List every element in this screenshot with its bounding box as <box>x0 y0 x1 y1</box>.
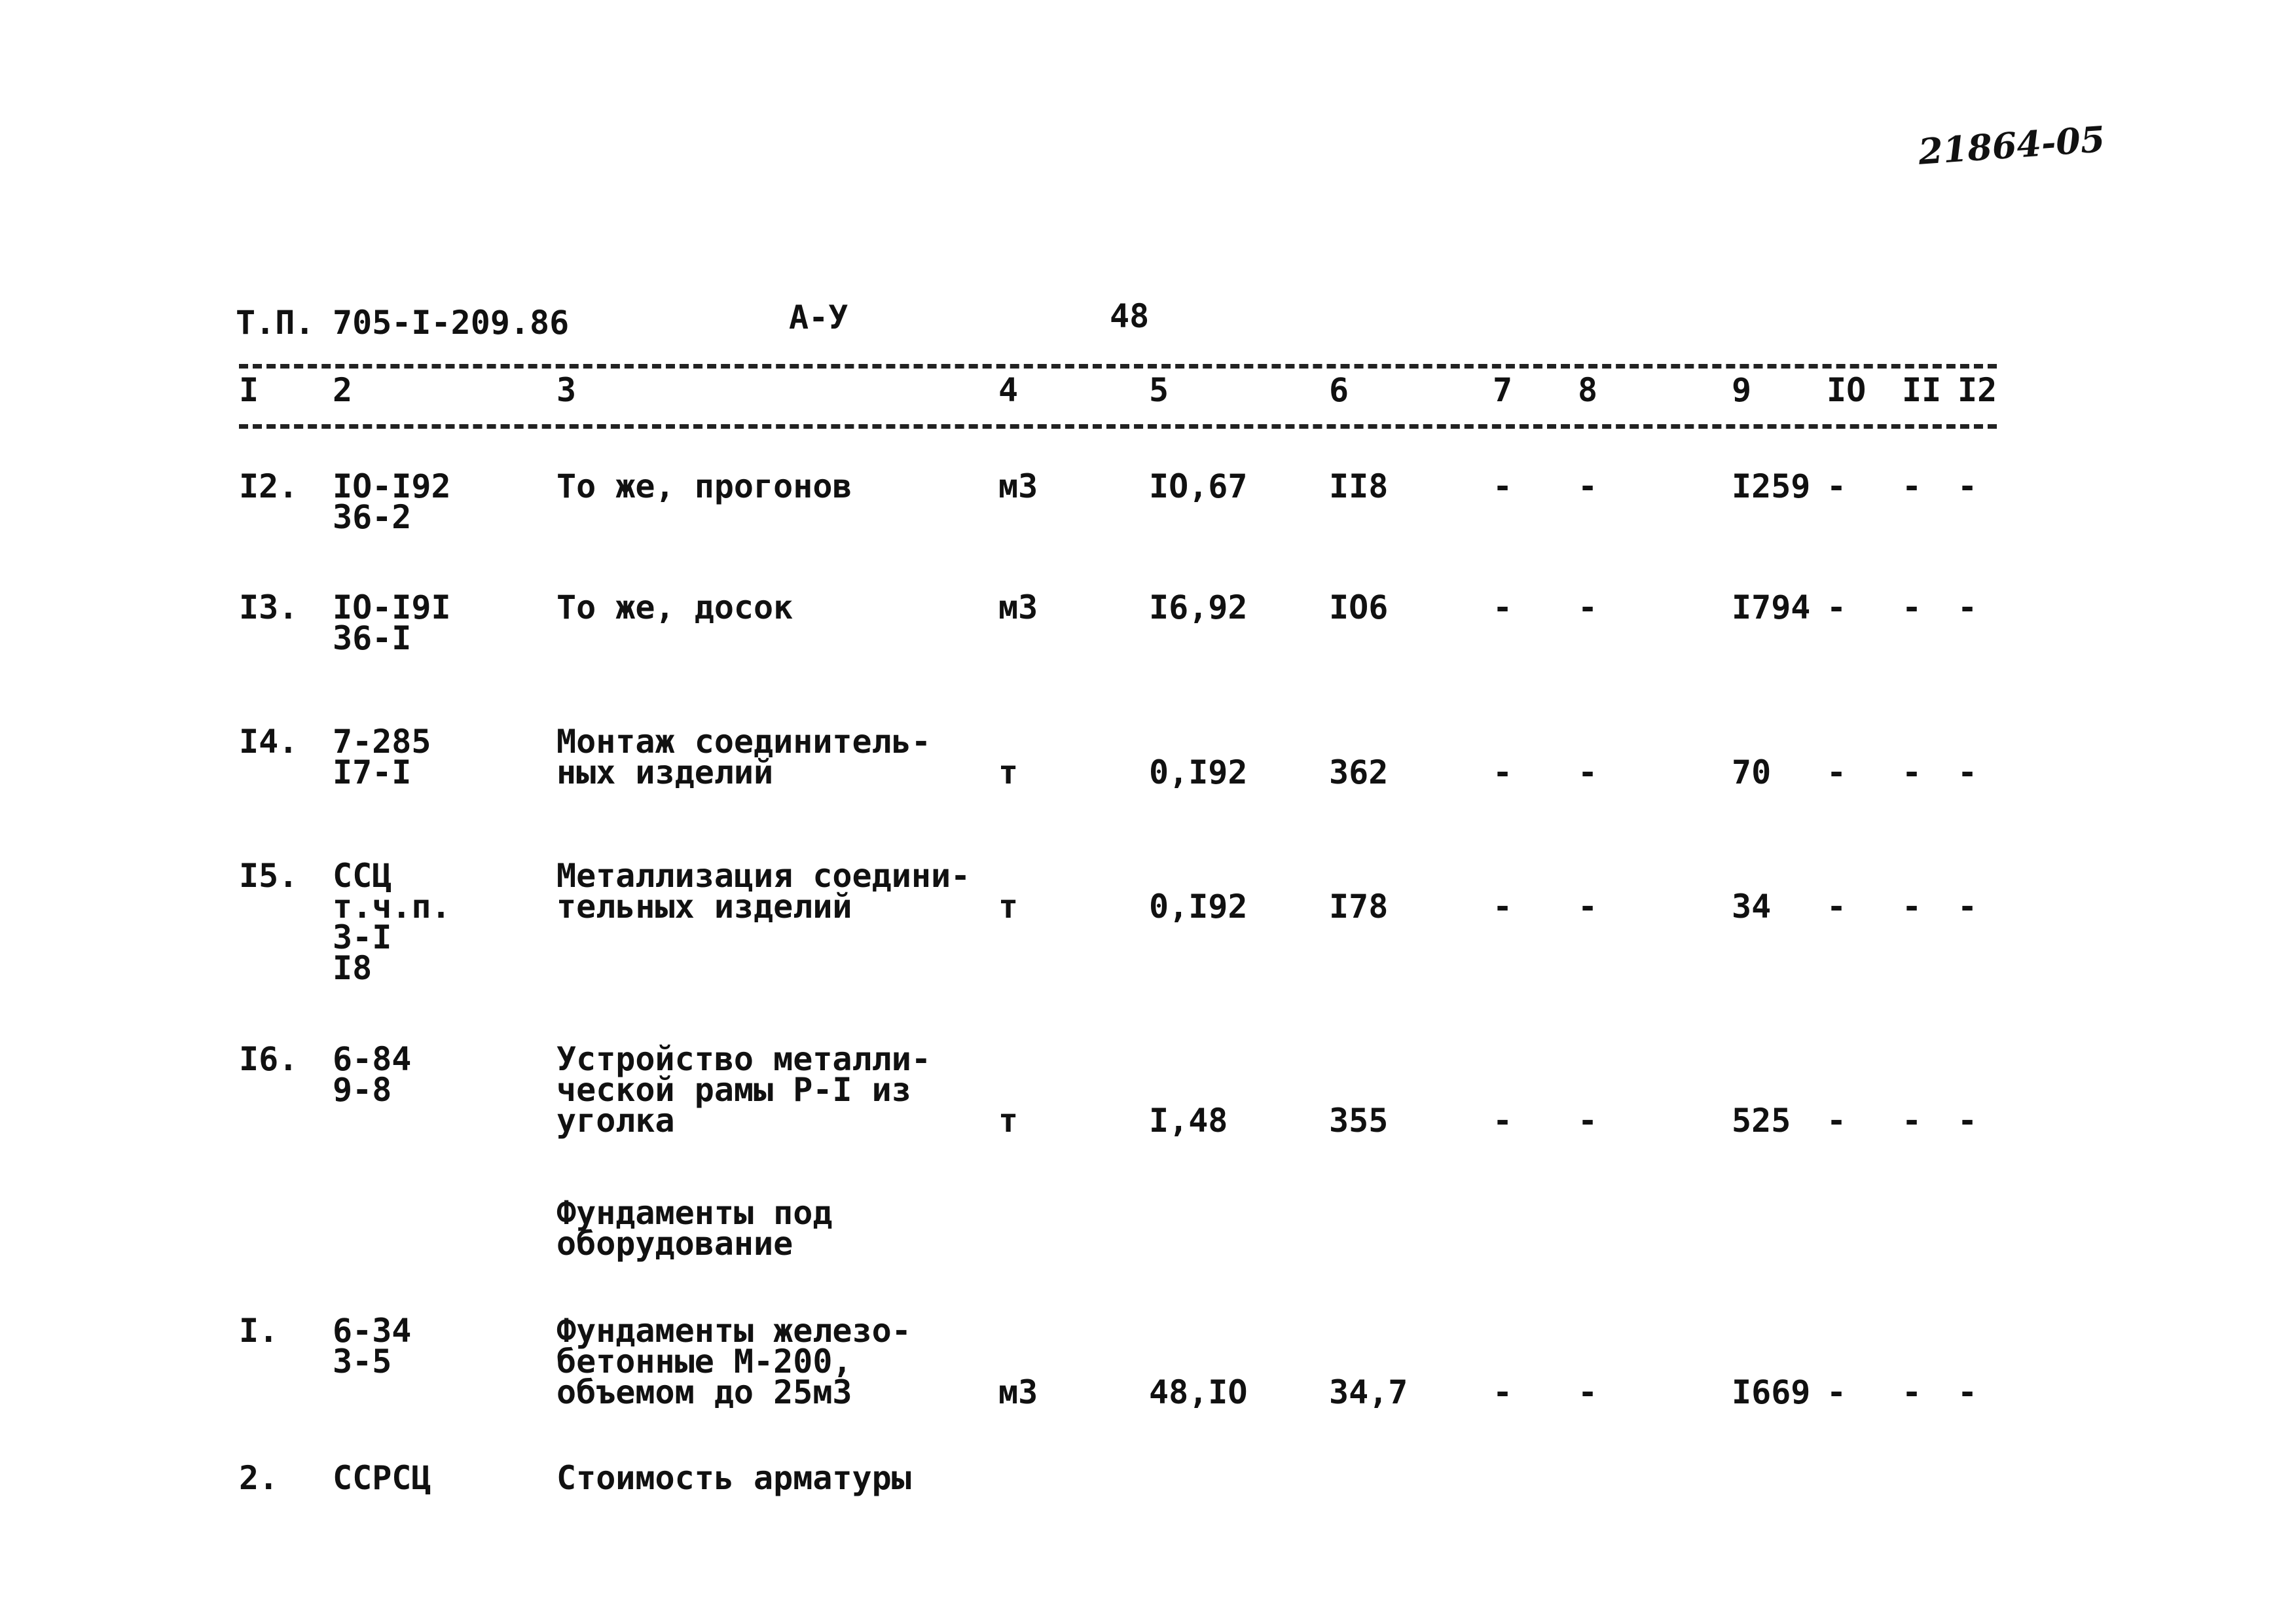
cell-col-9: 34 <box>1732 888 1772 926</box>
column-header-12: I2 <box>1958 371 1997 409</box>
cell-col-10: - <box>1827 1373 1847 1411</box>
cell-col-10: - <box>1827 588 1847 626</box>
work-description: уголка <box>556 1102 675 1140</box>
norm-code: 9-8 <box>333 1071 392 1109</box>
column-header-1: I <box>239 371 259 409</box>
cell-col-11: - <box>1902 467 1922 505</box>
column-header-5: 5 <box>1149 371 1169 409</box>
cell-col-8: - <box>1578 888 1598 926</box>
row-number: I4. <box>239 723 299 761</box>
norm-code: 7-285 <box>333 723 431 761</box>
cell-col-9: I259 <box>1732 467 1811 505</box>
cell-col-5: 0,I92 <box>1149 888 1248 926</box>
doc-number: 705-I-209.86 <box>333 304 570 342</box>
doc-section: А-У <box>789 298 848 336</box>
cell-col-4: т <box>998 753 1019 791</box>
row-number: I3. <box>239 588 299 626</box>
row-number: I5. <box>239 857 299 895</box>
cell-col-9: 70 <box>1732 753 1772 791</box>
column-header-4: 4 <box>998 371 1019 409</box>
cell-col-6: IO6 <box>1329 588 1389 626</box>
norm-code: 3-I <box>333 918 392 956</box>
cell-col-4: т <box>998 1102 1019 1140</box>
column-header-2: 2 <box>333 371 353 409</box>
work-description: Устройство металли- <box>556 1040 931 1078</box>
cell-col-9: 525 <box>1732 1102 1791 1140</box>
work-description: Монтаж соединитель- <box>556 723 931 761</box>
row-number: I. <box>239 1312 279 1350</box>
cell-col-8: - <box>1578 753 1598 791</box>
norm-code: I8 <box>333 949 373 987</box>
cell-col-8: - <box>1578 1373 1598 1411</box>
cell-col-6: 34,7 <box>1329 1373 1408 1411</box>
cell-col-5: I6,92 <box>1149 588 1248 626</box>
norm-code: I7-I <box>333 753 412 791</box>
work-description: бетонные М-200, <box>556 1343 852 1380</box>
cell-col-12: - <box>1958 1373 1978 1411</box>
work-description: Стоимость арматуры <box>556 1459 911 1497</box>
work-description: Фундаменты под <box>556 1194 833 1232</box>
norm-code: IO-I9I <box>333 588 451 626</box>
norm-code: ССЦ <box>333 857 392 895</box>
work-description: объемом до 25м3 <box>556 1373 852 1411</box>
cell-col-10: - <box>1827 888 1847 926</box>
cell-col-4: т <box>998 888 1019 926</box>
work-description: Фундаменты железо- <box>556 1312 911 1350</box>
cell-col-11: - <box>1902 888 1922 926</box>
doc-type: Т.П. <box>236 304 315 342</box>
norm-code: 6-34 <box>333 1312 412 1350</box>
cell-col-11: - <box>1902 1373 1922 1411</box>
work-description: тельных изделий <box>556 888 852 926</box>
cell-col-11: - <box>1902 588 1922 626</box>
work-description: Металлизация соедини- <box>556 857 971 895</box>
cell-col-8: - <box>1578 467 1598 505</box>
cell-col-9: I669 <box>1732 1373 1811 1411</box>
row-number: I6. <box>239 1040 299 1078</box>
norm-code: IO-I92 <box>333 467 451 505</box>
row-number: I2. <box>239 467 299 505</box>
cell-col-4: м3 <box>998 1373 1038 1411</box>
column-header-6: 6 <box>1329 371 1349 409</box>
norm-code: 3-5 <box>333 1343 392 1380</box>
cell-col-12: - <box>1958 467 1978 505</box>
cell-col-11: - <box>1902 753 1922 791</box>
norm-code: т.ч.п. <box>333 888 451 926</box>
work-description: оборудование <box>556 1225 793 1263</box>
cell-col-7: - <box>1493 1102 1513 1140</box>
cell-col-12: - <box>1958 1102 1978 1140</box>
cell-col-12: - <box>1958 753 1978 791</box>
archive-stamp: 21864-05 <box>1917 118 2107 173</box>
work-description: То же, досок <box>556 588 793 626</box>
work-description: То же, прогонов <box>556 467 852 505</box>
divider-top <box>239 364 1997 369</box>
divider-bottom <box>239 424 1997 429</box>
cell-col-6: 362 <box>1329 753 1389 791</box>
cell-col-5: IO,67 <box>1149 467 1248 505</box>
work-description: ческой рамы Р-I из <box>556 1071 911 1109</box>
cell-col-6: 355 <box>1329 1102 1389 1140</box>
column-header-9: 9 <box>1732 371 1752 409</box>
cell-col-5: I,48 <box>1149 1102 1228 1140</box>
cell-col-5: 48,IO <box>1149 1373 1248 1411</box>
norm-code: 36-2 <box>333 498 412 536</box>
cell-col-12: - <box>1958 588 1978 626</box>
norm-code: ССРСЦ <box>333 1459 431 1497</box>
work-description: ных изделий <box>556 753 774 791</box>
page-number: 48 <box>1110 297 1150 335</box>
cell-col-9: I794 <box>1732 588 1811 626</box>
column-header-8: 8 <box>1578 371 1598 409</box>
cell-col-8: - <box>1578 588 1598 626</box>
column-header-10: IO <box>1827 371 1867 409</box>
cell-col-7: - <box>1493 467 1513 505</box>
cell-col-4: м3 <box>998 467 1038 505</box>
column-header-11: II <box>1902 371 1942 409</box>
cell-col-5: 0,I92 <box>1149 753 1248 791</box>
norm-code: 6-84 <box>333 1040 412 1078</box>
norm-code: 36-I <box>333 619 412 657</box>
column-header-7: 7 <box>1493 371 1513 409</box>
cell-col-11: - <box>1902 1102 1922 1140</box>
cell-col-7: - <box>1493 753 1513 791</box>
cell-col-7: - <box>1493 588 1513 626</box>
cell-col-10: - <box>1827 1102 1847 1140</box>
cell-col-6: I78 <box>1329 888 1389 926</box>
column-header-3: 3 <box>556 371 577 409</box>
cell-col-10: - <box>1827 467 1847 505</box>
row-number: 2. <box>239 1459 279 1497</box>
cell-col-7: - <box>1493 1373 1513 1411</box>
cell-col-4: м3 <box>998 588 1038 626</box>
cell-col-12: - <box>1958 888 1978 926</box>
cell-col-7: - <box>1493 888 1513 926</box>
cell-col-10: - <box>1827 753 1847 791</box>
cell-col-6: II8 <box>1329 467 1389 505</box>
cell-col-8: - <box>1578 1102 1598 1140</box>
